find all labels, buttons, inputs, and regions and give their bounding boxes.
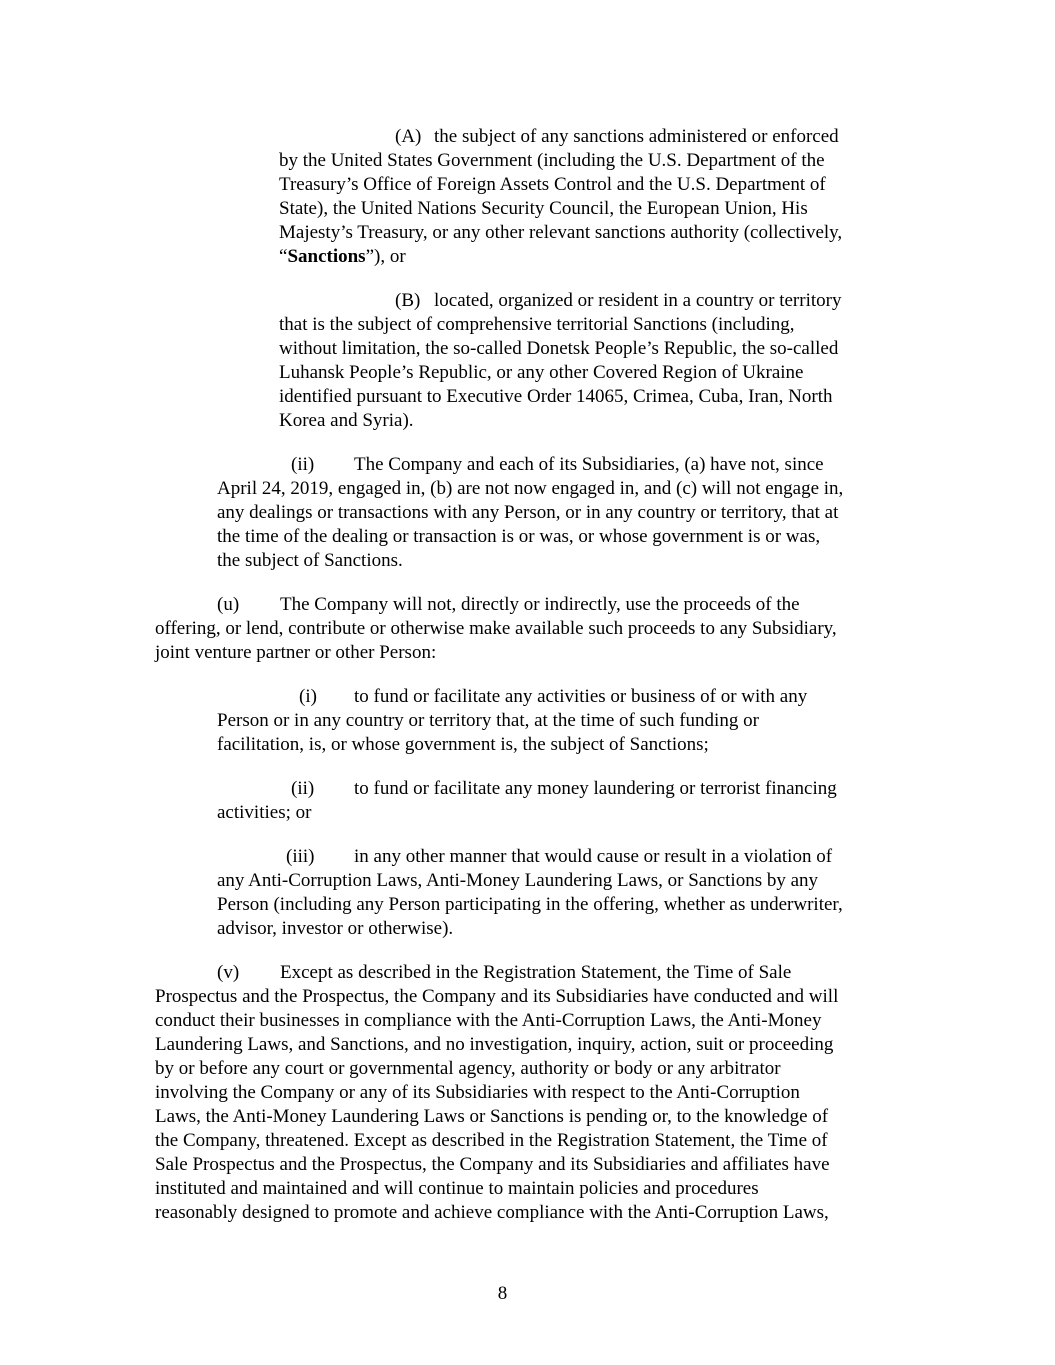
- quote-open: “: [279, 246, 288, 267]
- clause-u-first-line: [217, 593, 800, 617]
- clause-a-last-line: [279, 245, 406, 269]
- clause-ii-label: (ii): [291, 454, 315, 475]
- clause-b-line: Luhansk People’s Republic, or any other Covered Region of Ukraine: [279, 362, 804, 383]
- clause-a-lead: the subject of any sanctions administered or enforced: [434, 126, 839, 147]
- clause-v-lead: Except as described in the Registration Statement, the Time of Sale: [280, 962, 792, 983]
- clause-b-line: identified pursuant to Executive Order 14065, Crimea, Cuba, Iran, North: [279, 386, 833, 407]
- clause-v-line: Sale Prospectus and the Prospectus, the Company and its Subsidiaries and affiliates have: [155, 1154, 830, 1175]
- clause-ii-lead: The Company and each of its Subsidiaries, (a) have not, since: [354, 454, 824, 475]
- clause-v-line: instituted and maintained and will continue to maintain policies and procedures: [155, 1178, 759, 1199]
- clause-ii-line: April 24, 2019, engaged in, (b) are not now engaged in, and (c) will not engage in,: [217, 478, 844, 499]
- clause-u-ii-first-line: [291, 777, 837, 801]
- clause-a-label: (A): [395, 126, 422, 147]
- clause-b-line: that is the subject of comprehensive territorial Sanctions (including,: [279, 314, 795, 335]
- clause-a-first-line: [395, 125, 839, 149]
- clause-u-i-line: facilitation, is, or whose government is, the subject of Sanctions;: [217, 734, 709, 755]
- clause-u-label: (u): [217, 594, 240, 615]
- clause-v-line: Laundering Laws, and Sanctions, and no investigation, inquiry, action, suit or proceeding: [155, 1034, 834, 1055]
- clause-u-ii-label: (ii): [291, 778, 315, 799]
- quote-close: ”), or: [365, 246, 406, 267]
- clause-u-iii-first-line: [286, 845, 832, 869]
- clause-ii-line: any dealings or transactions with any Person, or in any country or territory, that at: [217, 502, 839, 523]
- clause-v-line: by or before any court or governmental agency, authority or body or any arbitrator: [155, 1058, 781, 1079]
- clause-b-first-line: [395, 289, 841, 313]
- clause-u-line: offering, or lend, contribute or otherwise make available such proceeds to any Subsidiary,: [155, 618, 837, 639]
- clause-u-line: joint venture partner or other Person:: [155, 642, 437, 663]
- clause-v-first-line: [217, 961, 791, 985]
- clause-v-line: Prospectus and the Prospectus, the Company and its Subsidiaries have conducted and will: [155, 986, 839, 1007]
- clause-u-iii-lead: in any other manner that would cause or result in a violation of: [354, 846, 833, 867]
- clause-u-iii-line: advisor, investor or otherwise).: [217, 918, 454, 939]
- clause-a-line: Majesty’s Treasury, or any other relevant sanctions authority (collectively,: [279, 222, 843, 243]
- clause-b-lead: located, organized or resident in a country or territory: [434, 290, 842, 311]
- clause-a-line: State), the United Nations Security Council, the European Union, His: [279, 198, 808, 219]
- clause-u-iii-line: Person (including any Person participating in the offering, whether as underwriter,: [217, 894, 843, 915]
- page-number: 8: [497, 1283, 508, 1304]
- clause-u-iii-line: any Anti-Corruption Laws, Anti-Money Laundering Laws, or Sanctions by any: [217, 870, 819, 891]
- clause-u-lead: The Company will not, directly or indirectly, use the proceeds of the: [280, 594, 800, 615]
- clause-b-line: without limitation, the so-called Donetsk People’s Republic, the so-called: [279, 338, 839, 359]
- clause-u-iii-label: (iii): [286, 846, 315, 867]
- clause-ii-line: the subject of Sanctions.: [217, 550, 403, 571]
- clause-u-i-lead: to fund or facilitate any activities or business of or with any: [354, 686, 808, 707]
- defined-term-sanctions: Sanctions: [287, 246, 366, 267]
- clause-v-line: conduct their businesses in compliance with the Anti-Corruption Laws, the Anti-Money: [155, 1010, 822, 1031]
- clause-b-line: Korea and Syria).: [279, 410, 414, 431]
- clause-u-i-first-line: [299, 685, 807, 709]
- clause-v-line: the Company, threatened. Except as described in the Registration Statement, the Time of: [155, 1130, 828, 1151]
- clause-v-line: involving the Company or any of its Subsidiaries with respect to the Anti-Corruption: [155, 1082, 800, 1103]
- clause-u-ii-line: activities; or: [217, 802, 312, 823]
- clause-ii-first-line: [291, 453, 824, 477]
- clause-v-line: reasonably designed to promote and achieve compliance with the Anti-Corruption Laws,: [155, 1202, 829, 1223]
- clause-b-label: (B): [395, 290, 421, 311]
- clause-u-i-label: (i): [299, 686, 317, 707]
- clause-v-line: Laws, the Anti-Money Laundering Laws or Sanctions is pending or, to the knowledge of: [155, 1106, 829, 1127]
- clause-v-label: (v): [217, 962, 240, 983]
- clause-a-line: Treasury’s Office of Foreign Assets Control and the U.S. Department of: [279, 174, 826, 195]
- clause-u-ii-lead: to fund or facilitate any money laundering or terrorist financing: [354, 778, 837, 799]
- clause-a-line: by the United States Government (including the U.S. Department of the: [279, 150, 825, 171]
- clause-ii-line: the time of the dealing or transaction is or was, or whose government is or was,: [217, 526, 821, 547]
- clause-u-i-line: Person or in any country or territory that, at the time of such funding or: [217, 710, 759, 731]
